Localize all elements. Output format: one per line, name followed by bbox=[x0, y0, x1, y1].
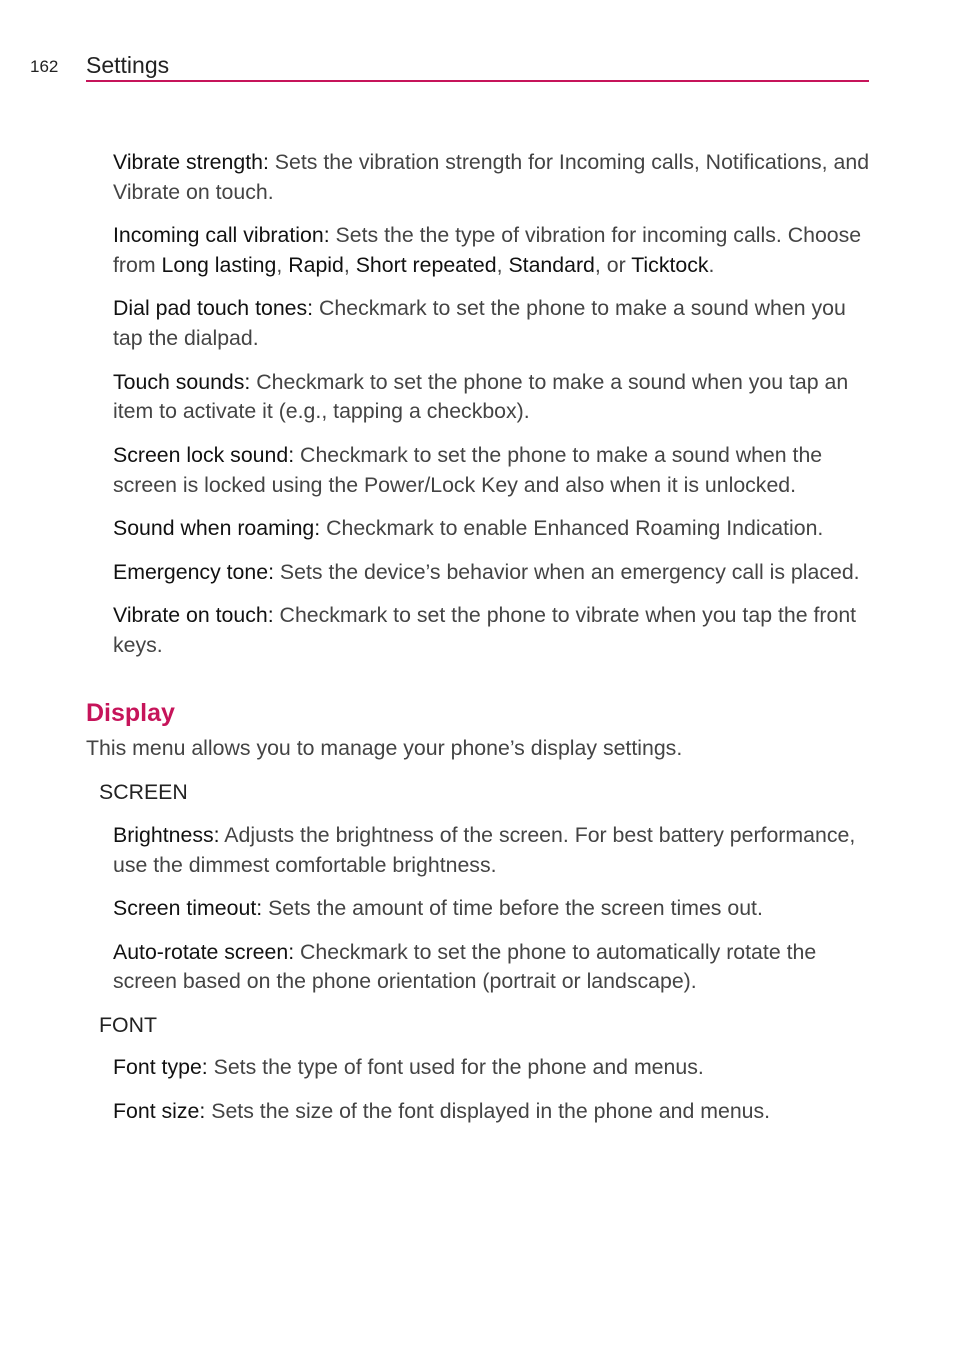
page-content bbox=[86, 148, 871, 1140]
item-sound-when-roaming bbox=[113, 514, 871, 544]
item-description: Checkmark to set the phone to make a sound when you tap the dialpad. bbox=[113, 296, 846, 351]
option-long-lasting: Long lasting bbox=[161, 252, 277, 277]
item-term: Sound when roaming: bbox=[113, 516, 321, 541]
item-description: Sets the size of the font displayed in the phone and menus. bbox=[205, 1098, 771, 1123]
item-description: Sets the vibration strength for Incoming calls, Notifications, and Vibrate on touch. bbox=[113, 150, 870, 204]
item-font-size bbox=[113, 1097, 871, 1127]
item-screen-lock-sound bbox=[113, 441, 871, 500]
item-description: Sets the type of font used for the phone and menus. bbox=[207, 1055, 704, 1080]
header-rule bbox=[86, 80, 869, 82]
item-term: Font type: bbox=[113, 1055, 208, 1080]
item-dial-pad-touch-tones bbox=[113, 294, 871, 353]
item-description: Sets the device’s behavior when an emergency call is placed. bbox=[274, 559, 860, 584]
subhead-screen: SCREEN bbox=[99, 780, 188, 805]
item-term: Screen timeout: bbox=[113, 896, 263, 921]
item-description: Sets the amount of time before the screen times out. bbox=[262, 896, 763, 921]
item-font-type bbox=[113, 1053, 871, 1083]
option-rapid: Rapid bbox=[288, 252, 344, 277]
section-title: Settings bbox=[86, 52, 170, 78]
display-heading: Display bbox=[86, 699, 175, 728]
separator: , bbox=[276, 252, 289, 277]
option-ticktock: Ticktock bbox=[631, 252, 709, 277]
item-description: Checkmark to set the phone to make a sound when the screen is locked using the Power/Lock Key and also when it is unlocked. bbox=[113, 442, 823, 497]
separator: , bbox=[343, 252, 356, 277]
item-term: Screen lock sound: bbox=[113, 442, 295, 467]
item-term: Vibrate strength: bbox=[113, 150, 269, 174]
item-description: Checkmark to set the phone to make a sound when you tap an item to activate it (e.g., tapping a checkbox). bbox=[113, 369, 849, 424]
item-brightness bbox=[113, 821, 871, 880]
item-term: Emergency tone: bbox=[113, 559, 274, 584]
item-incoming-call-vibration bbox=[113, 221, 871, 280]
item-emergency-tone bbox=[113, 558, 871, 588]
item-description: Adjusts the brightness of the screen. For best battery performance, use the dimmest comfortable brightness. bbox=[113, 822, 856, 877]
item-description: Sets the the type of vibration for incoming calls. Choose from bbox=[113, 223, 862, 277]
separator: , bbox=[496, 252, 509, 277]
item-description: Checkmark to set the phone to vibrate when you tap the front keys. bbox=[113, 603, 857, 657]
page-number: 162 bbox=[30, 57, 59, 76]
item-auto-rotate-screen bbox=[113, 938, 871, 997]
item-description: Checkmark to enable Enhanced Roaming Indication. bbox=[320, 516, 824, 541]
item-term: Dial pad touch tones: bbox=[113, 296, 314, 321]
option-short-repeated: Short repeated bbox=[355, 252, 497, 277]
period: . bbox=[708, 252, 715, 277]
item-screen-timeout bbox=[113, 894, 871, 924]
item-vibrate-on-touch bbox=[113, 601, 871, 660]
item-term: Brightness: bbox=[113, 822, 220, 847]
item-term: Vibrate on touch: bbox=[113, 603, 274, 628]
item-term: Auto-rotate screen: bbox=[113, 939, 295, 964]
item-vibrate-strength bbox=[113, 148, 871, 207]
subhead-font: FONT bbox=[99, 1012, 157, 1037]
item-term: Incoming call vibration: bbox=[113, 223, 330, 248]
item-term: Touch sounds: bbox=[113, 369, 251, 394]
item-description: Checkmark to set the phone to automatically rotate the screen based on the phone orientation (portrait or landscape). bbox=[113, 939, 817, 994]
item-term: Font size: bbox=[113, 1098, 206, 1123]
display-intro: This menu allows you to manage your phone’s display settings. bbox=[86, 736, 683, 761]
item-touch-sounds bbox=[113, 368, 871, 427]
separator: , or bbox=[594, 252, 632, 277]
option-standard: Standard bbox=[508, 252, 595, 277]
